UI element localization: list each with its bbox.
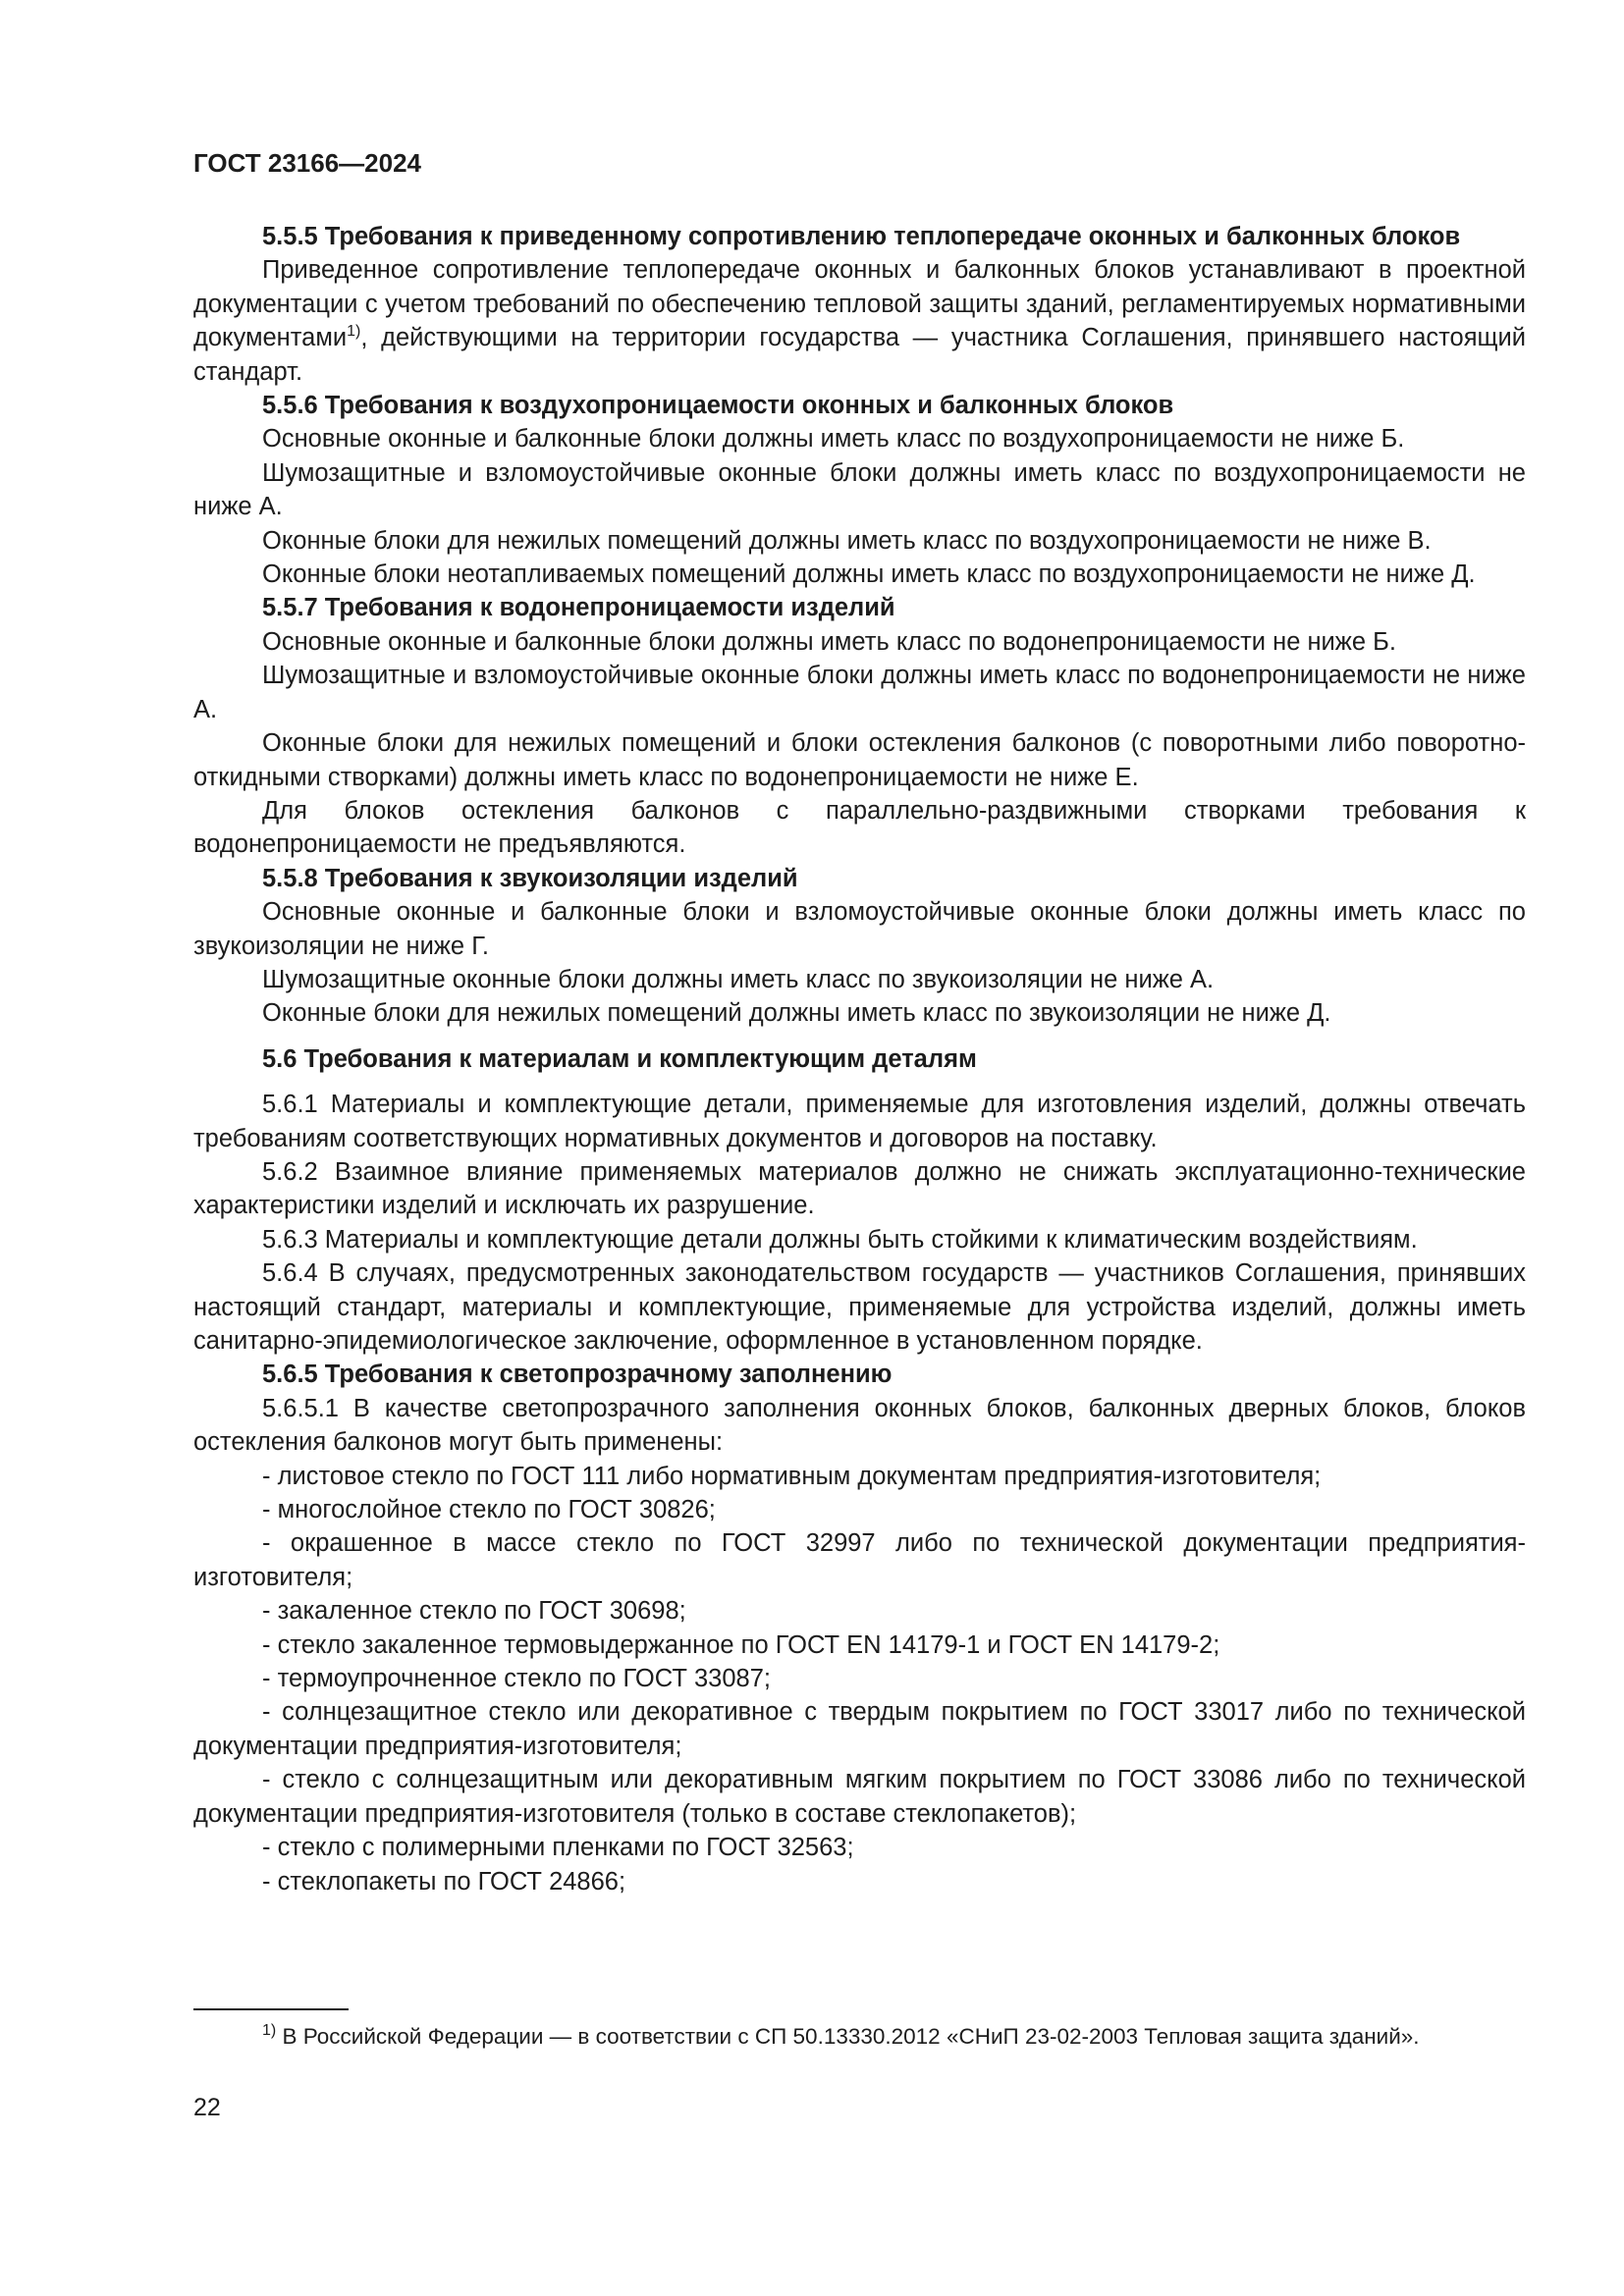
paragraph-text: 5.6.2 Взаимное влияние применяемых материалов должно не снижать эксплуатационно-технические характеристики изделий и исключать их разрушение. [193,1157,1526,1220]
paragraph [193,1155,1526,1223]
paragraph [193,1662,1526,1695]
paragraph [193,1223,1526,1256]
paragraph-text: Для блоков остекления балконов с параллельно-раздвижными створками требования к водонепроницаемости не предъявляются. [193,796,1526,859]
paragraph-text: - стекло с солнцезащитным или декоративным мягким покрытием по ГОСТ 33086 либо по технической документации предприятия-изготовителя (только в составе стеклопакетов); [193,1766,1526,1828]
paragraph-text: 5.6.4 В случаях, предусмотренных законодательством государств — участников Соглашения, принявших настоящий стандарт, материалы и комплектующие, применяемые для устройства изделий, должны иметь санитарно-эпидемиологическое заключение, оформленное в установленном порядке. [193,1259,1526,1355]
paragraph [193,794,1526,862]
paragraph-text: 5.6.3 Материалы и комплектующие детали должны быть стойкими к климатическим воздействиям. [262,1225,1418,1254]
footnote [193,2020,1526,2053]
paragraph [193,1695,1526,1763]
paragraph [193,1594,1526,1628]
document-body [193,220,1526,1898]
paragraph-text: Шумозащитные и взломоустойчивые оконные блоки должны иметь класс по водонепроницаемости не ниже А. [193,662,1526,723]
paragraph [193,253,1526,389]
paragraph-text: 5.5.6 Требования к воздухопроницаемости оконных и балконных блоков [262,392,1174,420]
clause-heading [193,220,1526,253]
paragraph [193,524,1526,558]
paragraph-text: 5.6.5 Требования к светопрозрачному заполнению [262,1361,893,1389]
paragraph [193,1460,1526,1493]
paragraph [193,1526,1526,1594]
paragraph-text: - стекло закаленное термовыдержанное по ГОСТ EN 14179-1 и ГОСТ EN 14179-2; [262,1630,1220,1659]
paragraph [193,1831,1526,1864]
paragraph [193,1493,1526,1526]
paragraph-text-continued: , действующими на территории государства — участника Соглашения, принявшего настоящий стандарт. [193,324,1526,386]
paragraph [193,963,1526,996]
footnote-text [193,2020,1526,2053]
paragraph-text: - стекло с полимерными пленками по ГОСТ 32563; [262,1834,854,1862]
page [193,147,1526,1898]
page-number: 22 [193,2094,221,2121]
paragraph-text: Шумозащитные и взломоустойчивые оконные блоки должны иметь класс по воздухопроницаемости не ниже А. [193,458,1526,521]
footnote-body: В Российской Федерации — в соответствии с СП 50.13330.2012 «СНиП 23-02-2003 Тепловая защита зданий». [276,2024,1420,2049]
clause-heading [193,1358,1526,1391]
paragraph [193,1865,1526,1898]
paragraph [193,1629,1526,1662]
paragraph [193,659,1526,726]
clause-heading [193,862,1526,895]
paragraph-text: 5.6 Требования к материалам и комплектующим деталям [262,1044,977,1073]
paragraph-text: Основные оконные и балконные блоки должны иметь класс по водонепроницаемости не ниже Б. [262,627,1396,656]
paragraph-text: - стеклопакеты по ГОСТ 24866; [262,1867,626,1896]
paragraph [193,1256,1526,1358]
paragraph [193,558,1526,591]
paragraph-text: Оконные блоки для нежилых помещений должны иметь класс по звукоизоляции не ниже Д. [262,999,1331,1028]
paragraph-text: Оконные блоки для нежилых помещений должны иметь класс по воздухопроницаемости не ниже В. [262,526,1432,555]
paragraph [193,726,1526,794]
paragraph-text: - многослойное стекло по ГОСТ 30826; [262,1496,716,1524]
paragraph-text: - солнцезащитное стекло или декоративное с твердым покрытием по ГОСТ 33017 либо по технической документации предприятия-изготовителя; [193,1698,1526,1760]
paragraph-text: - термоупрочненное стекло по ГОСТ 33087; [262,1665,771,1693]
paragraph-text: - закаленное стекло по ГОСТ 30698; [262,1597,686,1626]
paragraph-text: 5.5.8 Требования к звукоизоляции изделий [262,864,798,892]
paragraph [193,456,1526,524]
paragraph [193,422,1526,455]
paragraph-text: 5.6.1 Материалы и комплектующие детали, применяемые для изготовления изделий, должны отвечать требованиям соответствующих нормативных документов и договоров на поставку. [193,1091,1526,1152]
paragraph-text: Основные оконные и балконные блоки и взломоустойчивые оконные блоки должны иметь класс по звукоизоляции не ниже Г. [193,898,1526,960]
clause-heading [193,389,1526,422]
document-header: ГОСТ 23166—2024 [193,148,421,178]
paragraph [193,1763,1526,1831]
paragraph-text: 5.5.7 Требования к водонепроницаемости изделий [262,594,895,622]
paragraph-text: 5.6.5.1 В качестве светопрозрачного заполнения оконных блоков, балконных дверных блоков, блоков остекления балконов могут быть применены: [193,1394,1526,1457]
clause-heading [193,1042,1526,1076]
paragraph-text: - листовое стекло по ГОСТ 111 либо нормативным документам предприятия-изготовителя; [262,1462,1322,1490]
footnote-mark: 1) [262,2021,277,2039]
paragraph [193,996,1526,1030]
paragraph [193,1392,1526,1460]
footnote-reference: 1) [347,322,361,340]
paragraph-text: 5.5.5 Требования к приведенному сопротивлению теплопередаче оконных и балконных блоков [262,223,1461,250]
paragraph-text: Основные оконные и балконные блоки должны иметь класс по воздухопроницаемости не ниже Б. [262,425,1405,454]
paragraph [193,625,1526,659]
paragraph [193,895,1526,963]
footnote-separator [193,2008,349,2010]
paragraph-text: Оконные блоки неотапливаемых помещений должны иметь класс по воздухопроницаемости не ниже Д. [262,561,1476,589]
paragraph-text: Оконные блоки для нежилых помещений и блоки остекления балконов (с поворотными либо поворотно-откидными створками) должны иметь класс по водонепроницаемости не ниже Е. [193,729,1526,791]
paragraph-text: - окрашенное в массе стекло по ГОСТ 32997 либо по технической документации предприятия-изготовителя; [193,1529,1526,1591]
paragraph-text: Шумозащитные оконные блоки должны иметь класс по звукоизоляции не ниже А. [262,965,1215,993]
paragraph [193,1088,1526,1155]
clause-heading [193,591,1526,624]
paragraph-text: Приведенное сопротивление теплопередаче оконных и балконных блоков устанавливают в проектной документации с учетом требований по обеспечению тепловой защиты зданий, регламентируемых нормативными документами [193,256,1526,352]
